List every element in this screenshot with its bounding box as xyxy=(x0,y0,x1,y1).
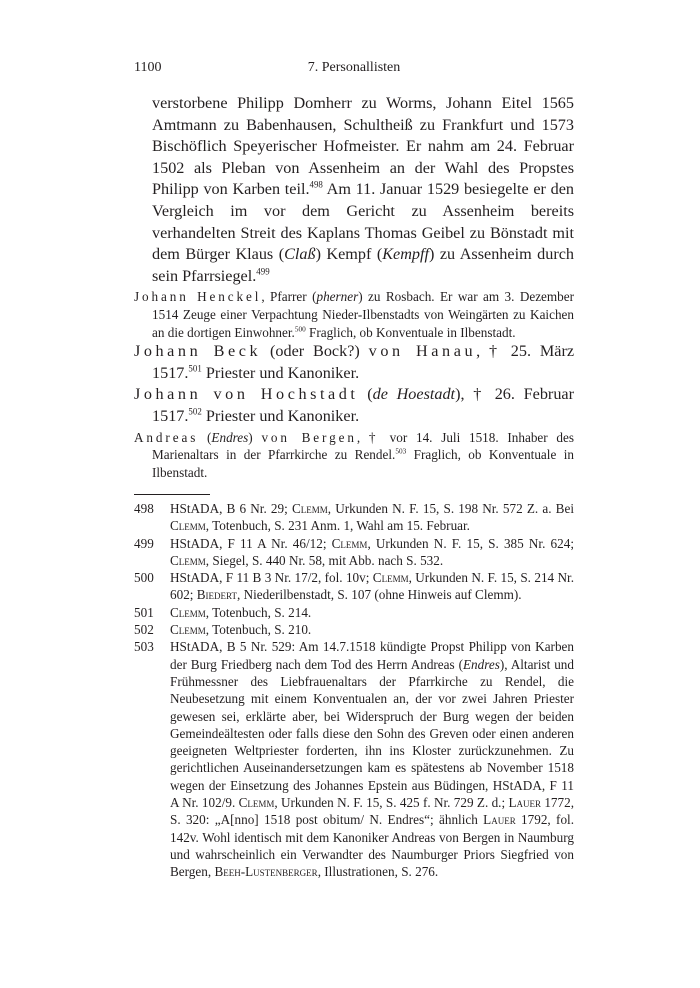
footnote-ref-502[interactable]: 502 xyxy=(188,406,202,417)
footnote-number: 501 xyxy=(134,604,154,620)
footnote-ref-498[interactable]: 498 xyxy=(309,179,323,190)
footnote-number: 502 xyxy=(134,622,154,638)
footnote-number: 500 xyxy=(134,570,154,586)
footnote-503: 503 HStADA, B 5 Nr. 529: Am 14.7.1518 kündigte Propst Philipp von Karben der Burg Friedberg nach dem Tod des Herrn Andreas (Endres), Altarist und Frühmessner des Liebfrauenaltars der Pfarrkirche zu Rendel, die Neubesetzung mit einem Konventualen an, der vor zwei Jahren Priester gewesen sei, erklärte aber, bei Widerspruch der Burg wegen der beiden Gemeindeältesten oder falls diese den Sohn des Greven oder einen anderen geeigneten Weltpriester forderten, ihn ins Kloster zurückzunehmen. Zu gerichtlichen Auseinandersetzungen kam es spätestens ab November 1518 wegen der Einsetzung des Johannes Epstein aus Büdingen, HStADA, F 11 A Nr. 102/9. Clemm, Urkunden N. F. 15, S. 425 f. Nr. 729 Z. d.; Lauer 1772, S. 320: „A[nno] 1518 post obitum/ N. Endres“; ähnlich Lauer 1792, fol. 142v. Wohl identisch mit dem Kanoniker Andreas von Bergen in Naumburg und wahrscheinlich ein Verwandter des Naumburger Priors Siegfried von Bergen, Beeh-Lustenberger, Illustrationen, S. 276. xyxy=(134,639,575,880)
footnote-500: 500 HStADA, F 11 B 3 Nr. 17/2, fol. 10v; Clemm, Urkunden N. F. 15, S. 214 Nr. 602; Biedert, Niederilbenstadt, S. 107 (ohne Hinweis auf Clemm). xyxy=(134,570,574,603)
footnote-ref-500[interactable]: 500 xyxy=(294,325,306,334)
footnote-number: 503 xyxy=(134,639,154,655)
footnotes xyxy=(134,500,574,881)
footnote-498: 498 HStADA, B 6 Nr. 29; Clemm, Urkunden N. F. 15, S. 198 Nr. 572 Z. a. Bei Clemm, Totenbuch, S. 231 Anm. 1, Wahl am 15. Februar. xyxy=(134,501,574,534)
footnote-502: 502 Clemm, Totenbuch, S. 210. xyxy=(134,622,312,638)
entry-andreas-von-bergen: Andreas (Endres) von Bergen, † vor 14. Juli 1518. Inhaber des Marienaltars in der Pfarrkirche zu Rendel.$^{503}$ Fraglich, ob Konventuale in Ilbenstadt. xyxy=(134,429,574,480)
continuation-paragraph: verstorbene Philipp Domherr zu Worms, Johann Eitel 1565 Amtmann zu Babenhausen, Schultheiß zu Frankfurt und 1573 Bischöflich Speyerischer Hofmeister. Er nahm am 24. Februar 1502 als Pleban von Assenheim an der Wahl des Propstes Philipp von Karben teil.$^{498}$ Am 11. Januar 1529 besiegelte er den Vergleich im vor dem Gericht zu Assenheim bereits verhandelten Streit des Kaplans Thomas Geibel zu Bönstadt mit dem Bürger Klaus (Claß) Kempf (Kempff) zu Assenheim durch sein Pfarrsiegel.$^{499}$ xyxy=(152,94,575,285)
footnote-number: 498 xyxy=(134,501,154,516)
footnote-ref-503[interactable]: 503 xyxy=(395,447,407,456)
footnote-ref-499[interactable]: 499 xyxy=(256,266,270,277)
main-text xyxy=(134,93,574,481)
page-number: 1100 xyxy=(134,60,162,75)
page-header xyxy=(134,60,574,80)
footnote-499: 499 HStADA, F 11 A Nr. 46/12; Clemm, Urkunden N. F. 15, S. 385 Nr. 624; Clemm, Siegel, S. 440 Nr. 58, mit Abb. nach S. 532. xyxy=(134,535,574,568)
footnote-501: 501 Clemm, Totenbuch, S. 214. xyxy=(134,604,312,620)
entry-johann-von-hochstadt: Johann von Hochstadt (de Hoestadt), † 26. Februar 1517.$^{502}$ Priester und Kanoniker. xyxy=(134,385,574,425)
person-name: Johann Henckel xyxy=(134,289,262,305)
person-name: Johann von Hochstadt xyxy=(134,385,359,404)
footnote-separator xyxy=(134,494,210,495)
footnote-number: 499 xyxy=(134,535,154,551)
person-origin: von Hanau xyxy=(368,342,477,361)
person-origin: von Bergen xyxy=(261,429,357,445)
person-name: Johann Beck xyxy=(134,342,262,361)
person-name: Andreas xyxy=(134,429,199,445)
running-title: 7. Personallisten xyxy=(307,60,401,75)
entry-johann-henckel: Johann Henckel, Pfarrer (pherner) zu Rosbach. Er war am 3. Dezember 1514 Zeuge einer Verpachtung Nieder-Ilbenstadts von Weingärten zu Kaichen an die dortigen Einwohner.$^{500}$ Fraglich, ob Konventuale in Ilbenstadt. xyxy=(134,289,575,340)
entry-johann-beck: Johann Beck (oder Bock?) von Hanau, † 25. März 1517.$^{501}$ Priester und Kanoniker. xyxy=(134,342,575,382)
footnote-ref-501[interactable]: 501 xyxy=(188,363,202,374)
